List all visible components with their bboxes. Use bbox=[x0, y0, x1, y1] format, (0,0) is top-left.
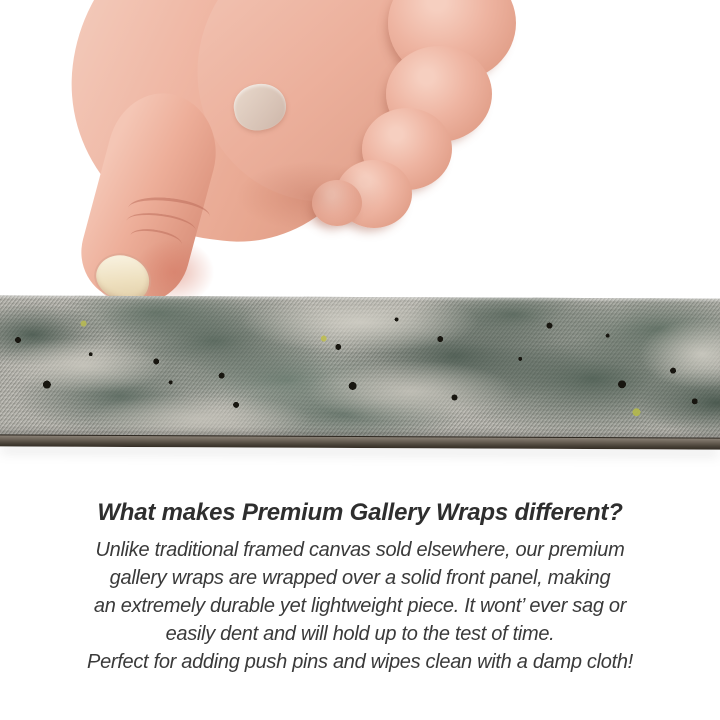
caption-line-4: easily dent and will hold up to the test of time. bbox=[165, 622, 555, 645]
caption-line-5: Perfect for adding push pins and wipes clean with a damp cloth! bbox=[87, 650, 633, 673]
caption-line-1: Unlike traditional framed canvas sold elsewhere, our premium bbox=[95, 538, 625, 561]
caption-line-3: an extremely durable yet lightweight piece. It wont’ ever sag or bbox=[93, 594, 627, 617]
canvas-texture bbox=[0, 295, 720, 437]
canvas-edge-strip bbox=[0, 295, 720, 448]
caption-block bbox=[0, 499, 720, 676]
caption-heading: What makes Premium Gallery Wraps different? bbox=[97, 499, 623, 526]
caption-line-2: gallery wraps are wrapped over a solid front panel, making bbox=[109, 566, 611, 589]
fist-shading bbox=[208, 148, 412, 244]
